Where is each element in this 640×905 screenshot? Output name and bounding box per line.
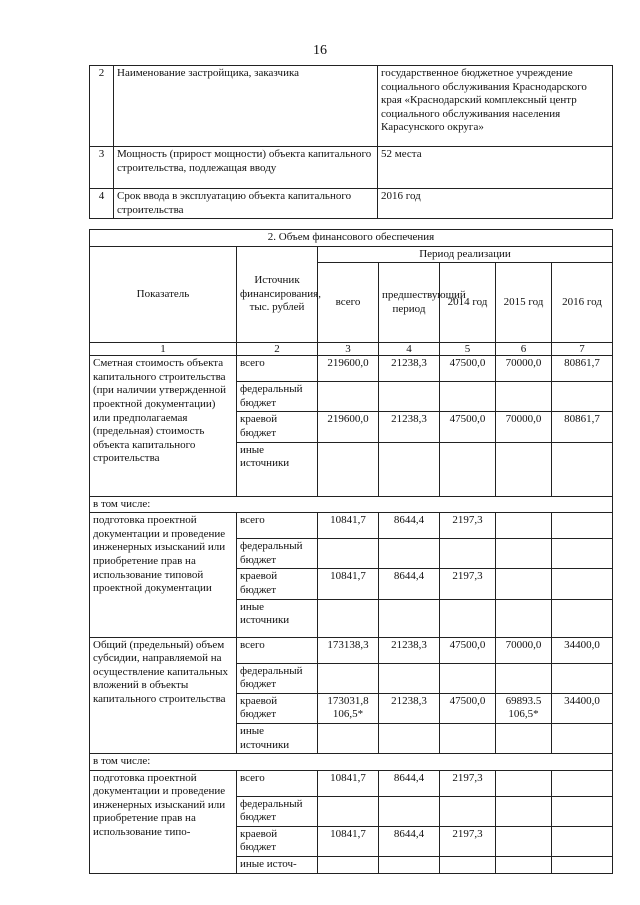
source-cell: всего [237,770,318,796]
value-cell [496,599,552,637]
value-cell [440,826,496,856]
value-cell [496,513,552,539]
value-cell [552,599,613,637]
value-cell [552,569,613,599]
value-cell [440,796,496,826]
source-cell: всего [237,637,318,663]
value-cell [379,796,440,826]
table-row [90,513,613,539]
value-text: 10841,7 [330,514,366,527]
subheader-label: в том числе: [90,754,613,771]
value-cell [440,663,496,693]
value-text: 47500,0 [449,694,486,707]
header-2015: 2015 год [496,263,552,343]
value-cell [552,412,613,442]
subheader-row [90,496,613,513]
value-cell [440,356,496,382]
financing-table [89,229,613,874]
value-text: 21238,3 [391,694,427,707]
value-cell [318,539,379,569]
value-cell [440,693,496,723]
value-cell [440,723,496,753]
value-cell [379,599,440,637]
value-cell [496,412,552,442]
value-cell [318,857,379,874]
value-cell [552,693,613,723]
value-cell [379,382,440,412]
value-cell [496,826,552,856]
value-cell [440,599,496,637]
value-cell [552,442,613,496]
value-cell [552,663,613,693]
value-cell [496,382,552,412]
column-number: 6 [496,343,552,356]
value-cell [552,513,613,539]
value-text: 2197,3 [452,827,483,840]
value-text: 10841,7 [330,771,366,784]
value-cell [552,770,613,796]
value-text: 8644,4 [393,827,425,840]
value-text: 47500,0 [449,638,486,651]
value-footnote: 106,5* [332,708,364,721]
section-title-row [90,230,613,247]
value-cell [440,382,496,412]
value-cell [496,442,552,496]
value-footnote: 106,5* [508,708,539,721]
source-cell: иные источники [237,599,318,637]
value-cell [440,857,496,874]
value-text: 10841,7 [330,570,366,583]
value-text: 69893.5 [505,694,542,707]
row-number: 4 [90,189,114,219]
value-text: 219600,0 [327,413,369,426]
value-cell [379,513,440,539]
row-number: 3 [90,147,114,189]
column-numbers-row [90,343,613,356]
value-cell [552,723,613,753]
row-number: 2 [90,66,114,147]
value-cell [440,442,496,496]
value-cell [318,663,379,693]
value-cell [318,442,379,496]
header-total: всего [318,263,379,343]
value-text: 34400,0 [564,694,600,707]
value-cell [379,539,440,569]
row-value: 2016 год [378,189,613,219]
column-number: 3 [318,343,379,356]
value-cell [496,356,552,382]
column-number: 2 [237,343,318,356]
column-number: 1 [90,343,237,356]
row-label: Срок ввода в эксплуатацию объекта капитального строительства [114,189,378,219]
value-cell [318,599,379,637]
value-cell [496,637,552,663]
subheader-row [90,754,613,771]
source-cell: всего [237,513,318,539]
value-cell [552,382,613,412]
value-cell [379,442,440,496]
value-cell [552,356,613,382]
table-row [90,637,613,663]
source-cell: федеральный бюджет [237,663,318,693]
value-cell [440,539,496,569]
table-row [90,147,613,189]
value-cell [379,569,440,599]
value-text: 21238,3 [391,357,427,370]
value-cell [496,539,552,569]
value-cell [496,693,552,723]
value-text: 21238,3 [391,638,427,651]
value-cell [318,637,379,663]
value-cell [379,770,440,796]
value-cell [379,637,440,663]
source-cell: иные источники [237,723,318,753]
value-cell [318,723,379,753]
row-value: государственное бюджетное учреждение социального обслуживания Краснодарского края «Краснодарский комплексный центр социального обслуживания населения Карасунского округа» [378,66,613,147]
value-cell [552,826,613,856]
indicator-cell: Общий (предельный) объем субсидии, направляемой на осуществление капитальных вложений в объекты капитального строительства [90,637,237,754]
value-cell [379,356,440,382]
value-text: 47500,0 [449,413,486,426]
column-number: 7 [552,343,613,356]
value-cell [379,857,440,874]
source-cell: краевой бюджет [237,693,318,723]
header-prev-period: предшествующий период [379,263,440,343]
value-cell [552,637,613,663]
value-cell [379,723,440,753]
value-cell [552,539,613,569]
subheader-label: в том числе: [90,496,613,513]
value-cell [552,857,613,874]
value-cell [379,693,440,723]
source-cell: краевой бюджет [237,826,318,856]
source-cell: всего [237,356,318,382]
table-row [90,356,613,382]
table-row [90,770,613,796]
value-text: 70000,0 [505,638,542,651]
header-2014: 2014 год [440,263,496,343]
value-cell [552,796,613,826]
value-text: 8644,4 [393,514,425,527]
source-cell: иные источ- [237,857,318,874]
header-indicator: Показатель [90,246,237,343]
value-cell [440,513,496,539]
row-label: Мощность (прирост мощности) объекта капитального строительства, подлежащая вводу [114,147,378,189]
value-cell [318,569,379,599]
value-cell [318,356,379,382]
value-text: 219600,0 [327,357,369,370]
value-text: 21238,3 [391,413,427,426]
value-text: 80861,7 [564,413,600,426]
value-cell [318,770,379,796]
value-cell [496,796,552,826]
row-value: 52 места [378,147,613,189]
page-number: 16 [313,43,327,58]
value-text: 2197,3 [452,570,483,583]
value-text: 34400,0 [564,638,600,651]
value-cell [379,826,440,856]
value-text: 10841,7 [330,827,366,840]
indicator-cell: Сметная стоимость объекта капитального строительства (при наличии утвержденной проектной документации) или предполагаемая (предельная) стоимость объекта капитального строительства [90,356,237,496]
source-cell: федеральный бюджет [237,796,318,826]
column-number: 5 [440,343,496,356]
value-text: 80861,7 [564,357,600,370]
row-label: Наименование застройщика, заказчика [114,66,378,147]
value-text: 8644,4 [393,570,425,583]
value-text: 70000,0 [505,413,542,426]
value-text: 70000,0 [505,357,542,370]
value-cell [496,857,552,874]
value-cell [318,412,379,442]
table-row [90,189,613,219]
project-info-table [89,65,613,219]
header-period: Период реализации [318,246,613,263]
value-cell [318,382,379,412]
value-cell [440,569,496,599]
value-text: 2197,3 [452,771,483,784]
value-cell [318,693,379,723]
source-cell: федеральный бюджет [237,539,318,569]
value-cell [440,637,496,663]
value-cell [318,826,379,856]
value-text: 8644,4 [393,771,425,784]
header-source: Источник финансирования, тыс. рублей [237,246,318,343]
value-cell [496,723,552,753]
source-cell: иные источники [237,442,318,496]
value-text: 173031,8 [327,694,369,707]
header-2016: 2016 год [552,263,613,343]
header-row [90,246,613,263]
indicator-cell: подготовка проектной документации и проведение инженерных изысканий или приобретение прав на использование типо- [90,770,237,873]
column-number: 4 [379,343,440,356]
value-cell [496,770,552,796]
section-title: 2. Объем финансового обеспечения [90,230,613,247]
value-cell [496,569,552,599]
value-cell [379,412,440,442]
source-cell: федеральный бюджет [237,382,318,412]
value-cell [440,412,496,442]
value-cell [496,663,552,693]
value-cell [318,796,379,826]
source-cell: краевой бюджет [237,412,318,442]
value-text: 173138,3 [327,638,369,651]
value-cell [318,513,379,539]
indicator-cell: подготовка проектной документации и проведение инженерных изысканий или приобретение прав на использование типовой проектной документации [90,513,237,637]
source-cell: краевой бюджет [237,569,318,599]
table-row [90,66,613,147]
value-text: 2197,3 [452,514,483,527]
value-cell [440,770,496,796]
value-cell [379,663,440,693]
value-text: 47500,0 [449,357,486,370]
